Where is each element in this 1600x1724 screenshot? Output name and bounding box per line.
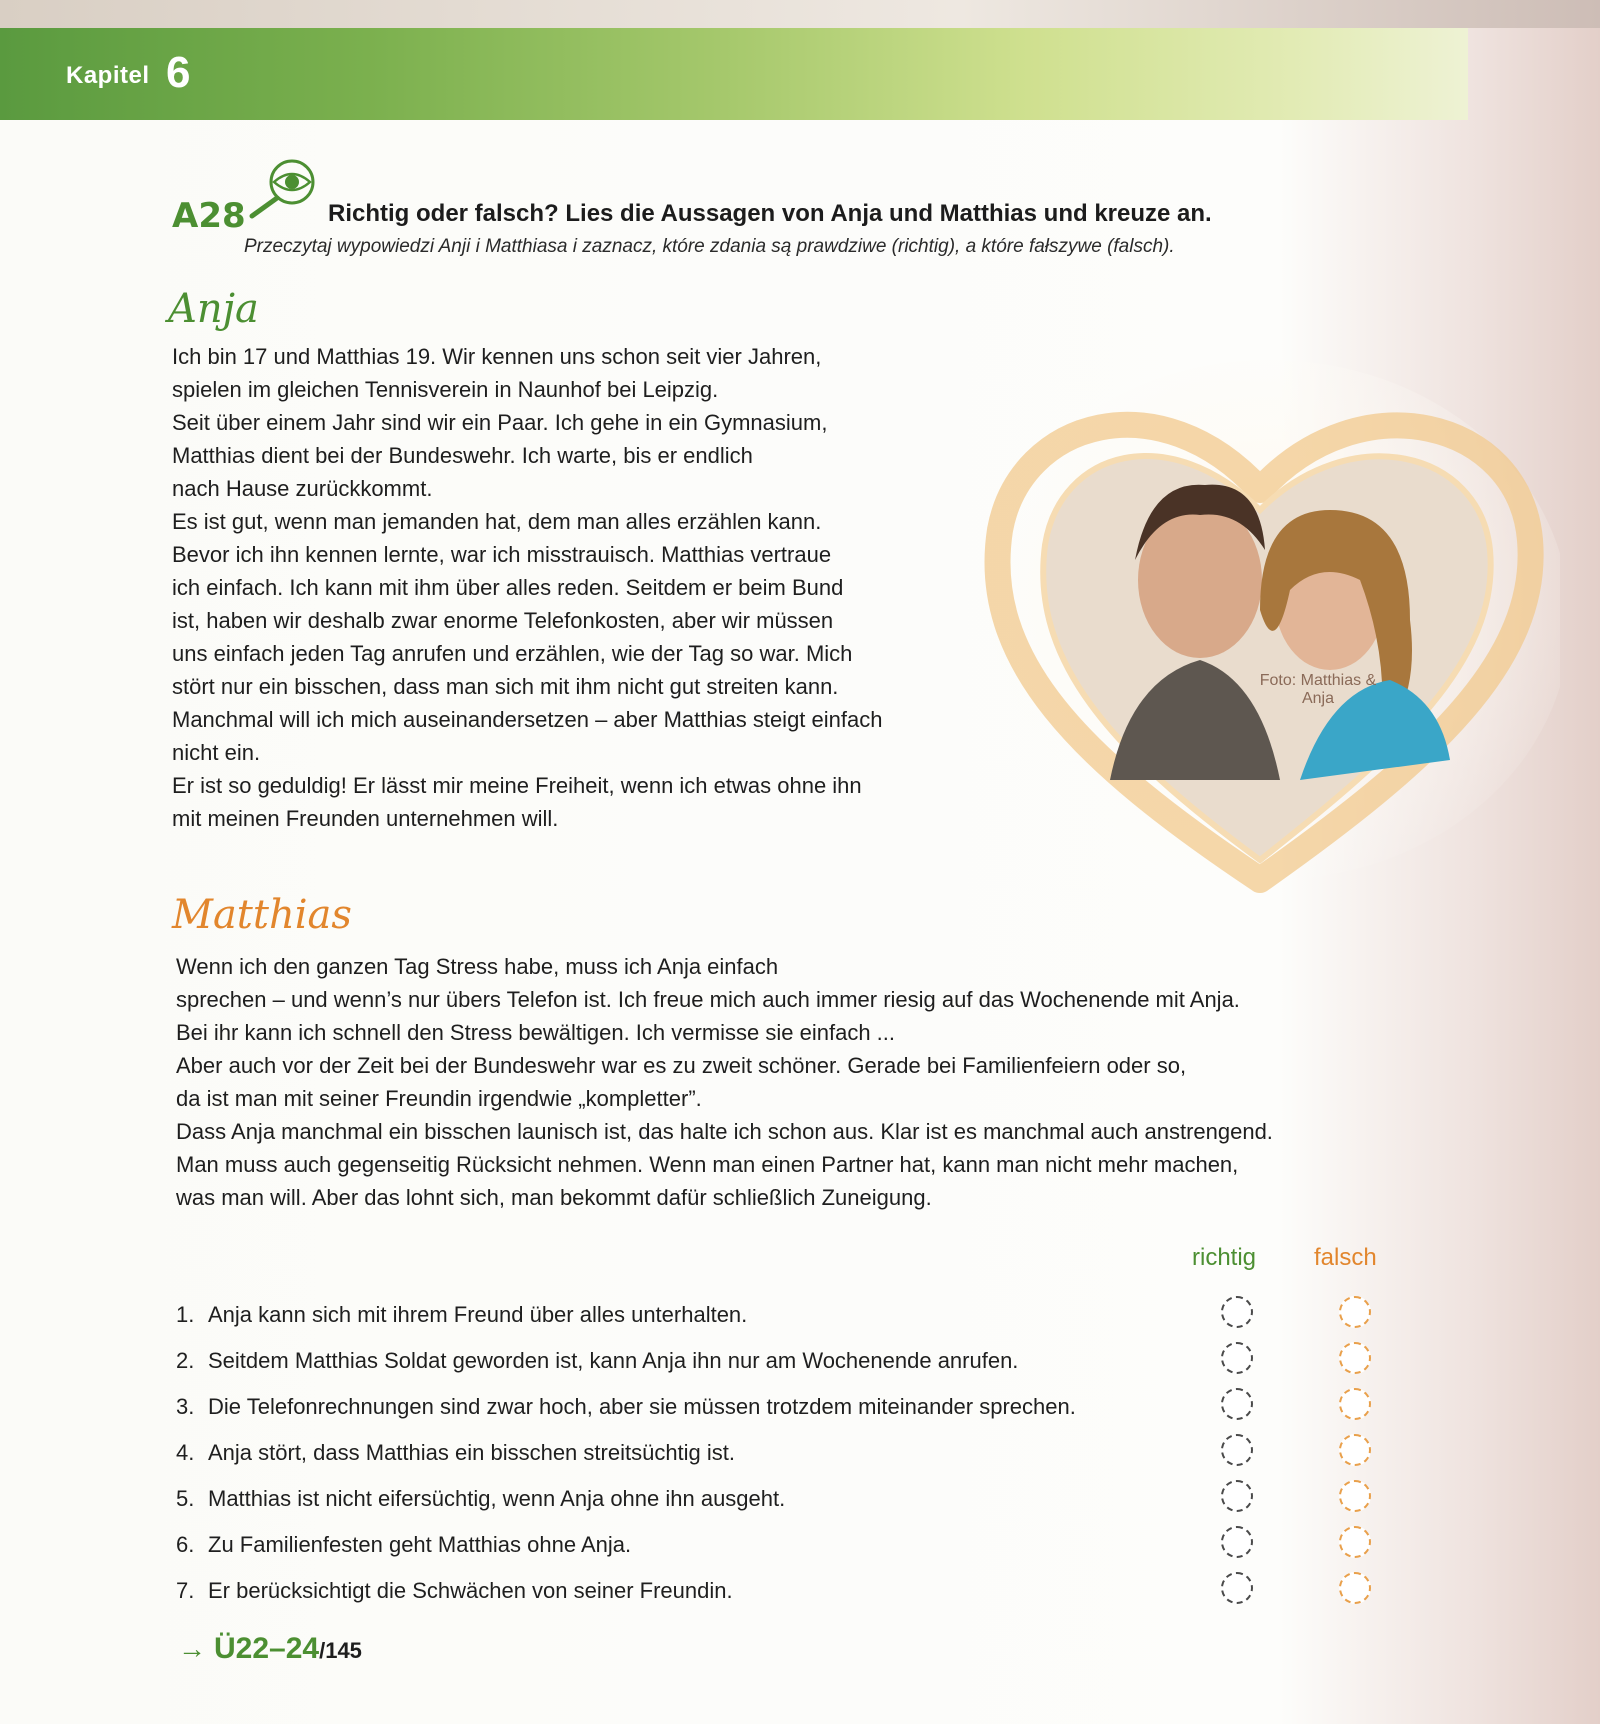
chapter-label: Kapitel <box>66 62 150 89</box>
text-line: ist, haben wir deshalb zwar enorme Telefonkosten, aber wir müssen <box>172 608 834 633</box>
text-line: ich einfach. Ich kann mit ihm über alles reden. Seitdem er beim Bund <box>172 575 844 600</box>
falsch-checkbox-3[interactable] <box>1339 1388 1371 1420</box>
falsch-checkbox-2[interactable] <box>1339 1342 1371 1374</box>
richtig-checkbox-6[interactable] <box>1221 1526 1253 1558</box>
falsch-checkbox-7[interactable] <box>1339 1572 1371 1604</box>
richtig-checkbox-7[interactable] <box>1221 1572 1253 1604</box>
statement-item <box>176 1344 1076 1390</box>
column-header-richtig: richtig <box>1192 1244 1257 1271</box>
chapter-header-band <box>0 28 1468 120</box>
text-line: Seit über einem Jahr sind wir ein Paar. Ich gehe in ein Gymnasium, <box>172 410 828 435</box>
text-line: Ich bin 17 und Matthias 19. Wir kennen uns schon seit vier Jahren, <box>172 344 822 369</box>
text-line: stört nur ein bisschen, dass man sich mit ihm nicht gut streiten kann. <box>172 674 839 699</box>
statement-text: Er berücksichtigt die Schwächen von seiner Freundin. <box>208 1578 733 1603</box>
falsch-checkbox-4[interactable] <box>1339 1434 1371 1466</box>
workbook-reference[interactable] <box>178 1632 362 1666</box>
couple-photo <box>960 360 1560 920</box>
arrow-right-icon: → <box>178 1633 206 1664</box>
richtig-checkbox-4[interactable] <box>1221 1434 1253 1466</box>
statement-number: 1. <box>176 1302 195 1327</box>
text-line: spielen im gleichen Tennisverein in Naunhof bei Leipzig. <box>172 377 719 402</box>
text-line: Man muss auch gegenseitig Rücksicht nehmen. Wenn man einen Partner hat, kann man nicht mehr machen, <box>176 1152 1239 1177</box>
richtig-checkbox-5[interactable] <box>1221 1480 1253 1512</box>
richtig-checkbox-3[interactable] <box>1221 1388 1253 1420</box>
text-line: Es ist gut, wenn man jemanden hat, dem man alles erzählen kann. <box>172 509 822 534</box>
statement-number: 2. <box>176 1348 195 1373</box>
speaker-name-matthias: Matthias <box>172 892 352 938</box>
text-line: Matthias dient bei der Bundeswehr. Ich warte, bis er endlich <box>172 443 753 468</box>
text-line: da ist man mit seiner Freundin irgendwie „kompletter”. <box>176 1086 702 1111</box>
statement-number: 7. <box>176 1578 195 1603</box>
statement-item <box>176 1574 1076 1620</box>
column-header-falsch: falsch <box>1314 1244 1377 1271</box>
statement-item <box>176 1482 1076 1528</box>
exercise-range: Ü22–24 <box>214 1632 320 1665</box>
statement-item <box>176 1390 1076 1436</box>
falsch-checkbox-6[interactable] <box>1339 1526 1371 1558</box>
page-reference: /145 <box>319 1638 362 1663</box>
richtig-checkbox-2[interactable] <box>1221 1342 1253 1374</box>
text-line: uns einfach jeden Tag anrufen und erzählen, wie der Tag so war. Mich <box>172 641 853 666</box>
exercise-code: A28 <box>172 196 246 236</box>
statement-number: 3. <box>176 1394 195 1419</box>
text-line: Manchmal will ich mich auseinandersetzen – aber Matthias steigt einfach <box>172 707 883 732</box>
statement-text: Zu Familienfesten geht Matthias ohne Anja. <box>208 1532 632 1557</box>
chapter-number: 6 <box>166 48 191 97</box>
matthias-statement-text <box>176 950 1273 1214</box>
text-line: Aber auch vor der Zeit bei der Bundeswehr war es zu zweit schöner. Gerade bei Familienfeiern oder so, <box>176 1053 1187 1078</box>
richtig-checkbox-1[interactable] <box>1221 1296 1253 1328</box>
statement-item <box>176 1528 1076 1574</box>
statement-text: Anja kann sich mit ihrem Freund über alles unterhalten. <box>208 1302 748 1327</box>
text-line: nach Hause zurückkommt. <box>172 476 433 501</box>
statement-item <box>176 1298 1076 1344</box>
statement-text: Anja stört, dass Matthias ein bisschen streitsüchtig ist. <box>208 1440 736 1465</box>
text-line: Er ist so geduldig! Er lässt mir meine Freiheit, wenn ich etwas ohne ihn <box>172 773 862 798</box>
statement-list <box>176 1298 1076 1620</box>
text-line: Bevor ich ihn kennen lernte, war ich misstrauisch. Matthias vertraue <box>172 542 832 567</box>
statement-text: Die Telefonrechnungen sind zwar hoch, aber sie müssen trotzdem miteinander sprechen. <box>208 1394 1076 1419</box>
statement-number: 5. <box>176 1486 195 1511</box>
text-line: mit meinen Freunden unternehmen will. <box>172 806 559 831</box>
text-line: was man will. Aber das lohnt sich, man bekommt dafür schließlich Zuneigung. <box>176 1185 932 1210</box>
text-line: Wenn ich den ganzen Tag Stress habe, muss ich Anja einfach <box>176 954 779 979</box>
exercise-instruction: Richtig oder falsch? Lies die Aussagen von Anja und Matthias und kreuze an. <box>328 200 1212 227</box>
statement-item <box>176 1436 1076 1482</box>
speaker-name-anja: Anja <box>168 286 259 332</box>
text-line: sprechen – und wenn’s nur übers Telefon ist. Ich freue mich auch immer riesig auf das Wochenende mit Anja. <box>176 987 1240 1012</box>
photo-caption: Foto: Matthias & Anja <box>1259 672 1377 707</box>
text-line: Bei ihr kann ich schnell den Stress bewältigen. Ich vermisse sie einfach ... <box>176 1020 896 1045</box>
text-line: nicht ein. <box>172 740 261 765</box>
text-line: Dass Anja manchmal ein bisschen launisch ist, das halte ich schon aus. Klar ist es manchmal auch anstrengend. <box>176 1119 1273 1144</box>
magnifier-eye-icon <box>240 158 330 220</box>
statement-number: 4. <box>176 1440 195 1465</box>
anja-statement-text <box>172 340 882 835</box>
page-top-edge <box>0 0 1600 28</box>
falsch-checkbox-5[interactable] <box>1339 1480 1371 1512</box>
exercise-instruction-polish: Przeczytaj wypowiedzi Anji i Matthiasa i zaznacz, które zdania są prawdziwe (richtig), a które fałszywe (falsch). <box>244 236 1175 257</box>
statement-text: Seitdem Matthias Soldat geworden ist, kann Anja ihn nur am Wochenende anrufen. <box>208 1348 1019 1373</box>
statement-text: Matthias ist nicht eifersüchtig, wenn Anja ohne ihn ausgeht. <box>208 1486 786 1511</box>
falsch-checkbox-1[interactable] <box>1339 1296 1371 1328</box>
statement-number: 6. <box>176 1532 195 1557</box>
